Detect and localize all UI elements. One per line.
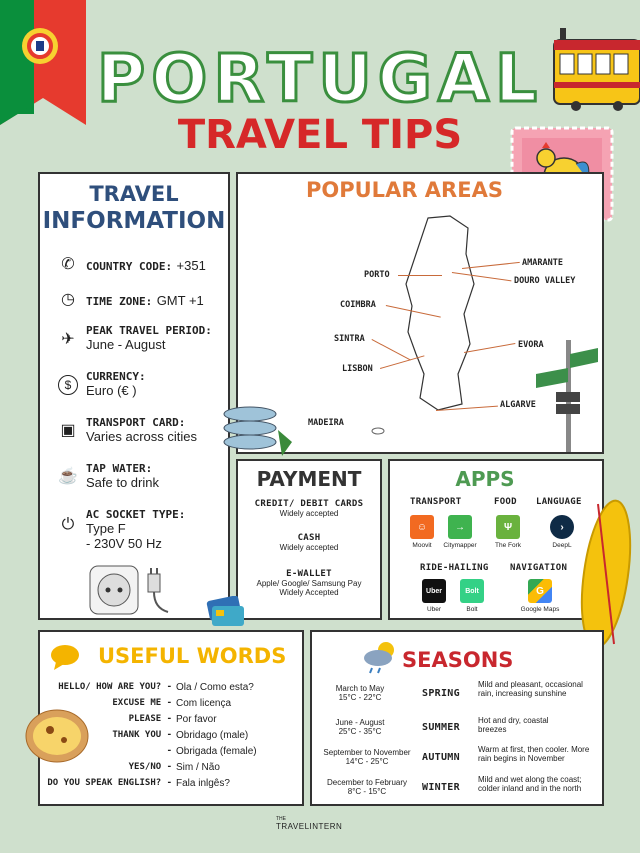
- apps-heading: APPS: [455, 467, 515, 491]
- portugal-map-icon: [398, 214, 488, 434]
- area-evora: EVORA: [518, 340, 544, 350]
- travel-info-heading-2: INFORMATION: [42, 208, 226, 234]
- info-transport-card: ▣ TRANSPORT CARD: Varies across cities: [58, 416, 197, 444]
- citymapper-icon: →: [448, 515, 472, 539]
- moovit-icon: ☺: [410, 515, 434, 539]
- speech-bubble-icon: [50, 644, 80, 675]
- phone-icon: ✆: [61, 256, 75, 273]
- word-row-thanks-female: - Obrigada (female): [166, 746, 257, 757]
- word-row-excuse: EXCUSE ME - Com licença: [112, 698, 232, 709]
- payment-panel: [236, 459, 382, 620]
- apps-language-label: LANGUAGE: [536, 497, 582, 507]
- madeira-island-icon: [368, 424, 388, 438]
- app-the-fork[interactable]: Ψ The Fork: [478, 515, 538, 549]
- sardines-icon: [216, 400, 296, 460]
- word-row-thanks: THANK YOU - Obridago (male): [112, 730, 249, 741]
- deepl-icon: ›: [550, 515, 574, 539]
- uber-icon: Uber: [422, 579, 446, 603]
- footer-brand: THE TRAVELINTERN: [276, 816, 343, 831]
- area-lisbon: LISBON: [342, 364, 373, 374]
- apps-panel: [388, 459, 604, 620]
- plug-icon: ⏻: [61, 516, 75, 533]
- pastel-de-nata-icon: [24, 708, 90, 769]
- travel-info-panel: [38, 172, 230, 620]
- popular-areas-heading: POPULAR AREAS: [306, 178, 503, 202]
- apps-food-label: FOOD: [494, 497, 517, 507]
- area-amarante: AMARANTE: [522, 258, 563, 268]
- portugal-flag-icon: [0, 0, 86, 125]
- airplane-icon: ✈: [61, 331, 75, 348]
- porto-pointer: [398, 275, 442, 276]
- app-deepl[interactable]: › DeepL: [532, 515, 592, 549]
- tram-icon: [546, 22, 640, 112]
- info-tap-water: ☕ TAP WATER: Safe to drink: [58, 462, 159, 490]
- travel-info-heading: TRAVEL: [89, 182, 179, 206]
- app-uber[interactable]: Uber Uber: [404, 579, 464, 613]
- apps-nav-label: NAVIGATION: [510, 563, 568, 573]
- fork-icon: Ψ: [496, 515, 520, 539]
- bolt-icon: Bolt: [460, 579, 484, 603]
- mug-icon: ☕: [58, 468, 78, 485]
- area-douro-valley: DOURO VALLEY: [514, 276, 576, 286]
- word-row-please: PLEASE - Por favor: [128, 714, 217, 725]
- payment-heading: PAYMENT: [256, 467, 362, 491]
- payment-cash: CASH Widely accepted: [279, 533, 339, 552]
- page-title: PORTUGAL: [96, 40, 544, 117]
- clock-icon: ◷: [61, 291, 75, 308]
- dollar-icon: $: [58, 375, 78, 395]
- info-country-code: ✆ COUNTRY CODE: +351: [58, 254, 206, 275]
- area-porto: PORTO: [364, 270, 390, 280]
- area-algarve: ALGARVE: [500, 400, 536, 410]
- word-row-hello: HELLO/ HOW ARE YOU? - Ola / Como esta?: [58, 682, 254, 693]
- payment-ewallet: E-WALLET Apple/ Google/ Samsung Pay Widely Accepted: [256, 569, 362, 597]
- info-peak-travel: ✈ PEAK TRAVEL PERIOD: June - August: [58, 324, 212, 352]
- app-moovit[interactable]: ☺ Moovit: [392, 515, 452, 549]
- app-google-maps[interactable]: G Google Maps: [510, 579, 570, 613]
- useful-words-heading: USEFUL WORDS: [98, 644, 287, 668]
- socket-illustration-icon: [88, 564, 178, 621]
- info-ac-socket: ⏻ AC SOCKET TYPE: Type F - 230V 50 Hz: [58, 508, 185, 551]
- google-maps-icon: G: [528, 579, 552, 603]
- street-sign-icon: [534, 340, 604, 452]
- info-currency: $ CURRENCY: Euro (€ ): [58, 370, 146, 398]
- seasons-panel: SEASONS March to May 15°C - 22°C SPRING Mild and pleasant, occasional rain, increasing sunshine June - August 25°C - 35°C SUMMER Hot and dry, coastal breezes September to November 14°C - 25°C AUTUMN Warm at first, then cooler. More rain begins in November December to February 8°C - 15°C WINTER Mild and wet along the coast; colder inland and in the north: [310, 630, 604, 806]
- info-time-zone: ◷ TIME ZONE: GMT +1: [58, 289, 204, 310]
- bus-icon: ▣: [60, 422, 76, 439]
- weather-icon: [362, 640, 400, 679]
- page-subtitle: TRAVEL TIPS: [177, 112, 463, 158]
- apps-transport-label: TRANSPORT: [410, 497, 462, 507]
- word-row-yes-no: YES/NO - Sim / Não: [128, 762, 220, 773]
- area-coimbra: COIMBRA: [340, 300, 376, 310]
- seasons-heading: SEASONS: [402, 648, 514, 672]
- area-sintra: SINTRA: [334, 334, 365, 344]
- word-row-english: DO YOU SPEAK ENGLISH? - Fala inlgês?: [47, 778, 230, 789]
- area-madeira: MADEIRA: [308, 418, 344, 428]
- app-citymapper[interactable]: → Citymapper: [430, 515, 490, 549]
- payment-credit: CREDIT/ DEBIT CARDS Widely accepted: [254, 499, 364, 518]
- apps-ride-label: RIDE-HAILING: [420, 563, 489, 573]
- app-bolt[interactable]: Bolt Bolt: [442, 579, 502, 613]
